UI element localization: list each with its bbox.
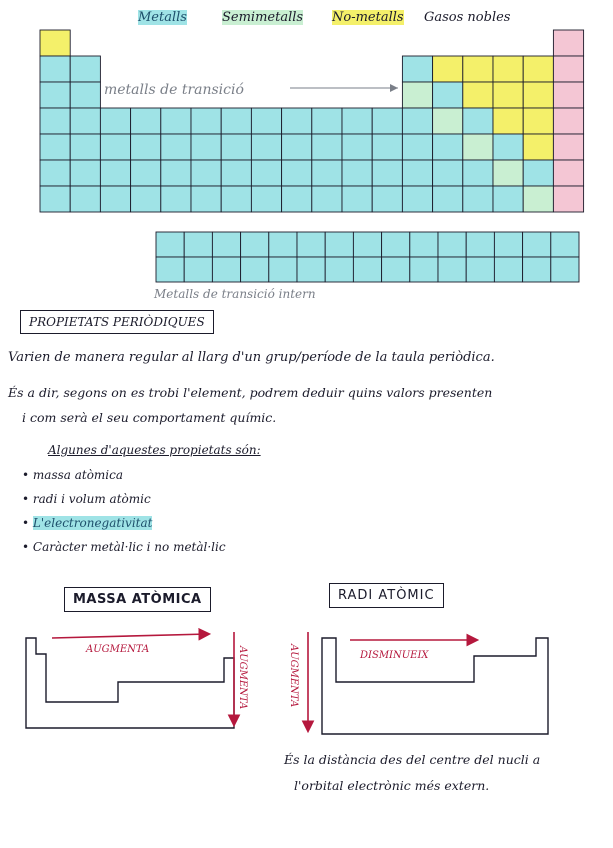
f-block-cell <box>269 232 297 257</box>
element-cell <box>312 134 342 160</box>
f-block-cell <box>325 257 353 282</box>
element-cell <box>161 160 191 186</box>
f-block-cell <box>551 232 579 257</box>
note-line-1: Varien de manera regular al llarg d'un grup/període de la taula periòdica. <box>8 350 495 365</box>
list-item: • L'electronegativitat <box>22 516 153 530</box>
element-cell <box>100 134 130 160</box>
element-cell <box>372 134 402 160</box>
element-cell <box>523 186 553 212</box>
list-item: • massa atòmica <box>22 468 124 482</box>
element-cell <box>221 134 251 160</box>
legend-gasos-nobles: Gasos nobles <box>424 10 511 25</box>
element-cell <box>463 160 493 186</box>
element-cell <box>553 30 583 56</box>
element-cell <box>312 108 342 134</box>
f-block-cell <box>551 257 579 282</box>
element-cell <box>191 134 221 160</box>
element-cell <box>433 108 463 134</box>
f-block-cell <box>325 232 353 257</box>
main-table-grid <box>40 30 584 212</box>
element-cell <box>100 108 130 134</box>
element-cell <box>493 134 523 160</box>
element-cell <box>523 108 553 134</box>
element-cell <box>553 108 583 134</box>
section-title: PROPIETATS PERIÒDIQUES <box>20 310 214 334</box>
f-block-grid <box>156 232 579 282</box>
element-cell <box>161 134 191 160</box>
element-cell <box>553 186 583 212</box>
element-cell <box>402 56 432 82</box>
f-block-cell <box>494 257 522 282</box>
element-cell <box>70 134 100 160</box>
element-cell <box>433 82 463 108</box>
f-block-cell <box>353 232 381 257</box>
element-cell <box>523 134 553 160</box>
element-cell <box>523 82 553 108</box>
radi-title: RADI ATÒMIC <box>329 583 444 608</box>
element-cell <box>402 186 432 212</box>
element-cell <box>221 160 251 186</box>
f-block-cell <box>241 257 269 282</box>
properties-list <box>22 468 226 564</box>
element-cell <box>251 134 281 160</box>
f-block-cell <box>523 232 551 257</box>
f-block-cell <box>438 232 466 257</box>
element-cell <box>131 160 161 186</box>
f-block-cell <box>466 257 494 282</box>
element-cell <box>70 160 100 186</box>
legend-no-metalls: No-metalls <box>332 10 404 25</box>
element-cell <box>553 82 583 108</box>
massa-vertical-label: AUGMENTA <box>237 646 248 710</box>
f-block-cell <box>241 232 269 257</box>
element-cell <box>342 108 372 134</box>
element-cell <box>131 108 161 134</box>
element-cell <box>493 82 523 108</box>
element-cell <box>40 30 70 56</box>
element-cell <box>70 108 100 134</box>
element-cell <box>40 56 70 82</box>
element-cell <box>282 186 312 212</box>
element-cell <box>433 56 463 82</box>
element-cell <box>433 186 463 212</box>
f-block-cell <box>184 257 212 282</box>
element-cell <box>191 186 221 212</box>
f-block-cell <box>410 232 438 257</box>
element-cell <box>463 56 493 82</box>
trend-diagrams <box>0 620 613 750</box>
f-block-cell <box>382 232 410 257</box>
element-cell <box>40 134 70 160</box>
radi-horizontal-label: DISMINUEIX <box>360 650 429 661</box>
element-cell <box>372 108 402 134</box>
massa-title: MASSA ATÒMICA <box>64 587 211 612</box>
element-cell <box>463 82 493 108</box>
element-cell <box>282 108 312 134</box>
f-block-cell <box>269 257 297 282</box>
massa-horizontal-arrow <box>52 634 208 638</box>
element-cell <box>402 108 432 134</box>
element-cell <box>523 56 553 82</box>
element-cell <box>523 160 553 186</box>
element-cell <box>100 160 130 186</box>
f-block-cell <box>410 257 438 282</box>
f-block-cell <box>466 232 494 257</box>
element-cell <box>282 134 312 160</box>
element-cell <box>40 160 70 186</box>
element-cell <box>282 160 312 186</box>
element-cell <box>221 186 251 212</box>
legend-metalls: Metalls <box>138 10 187 25</box>
element-cell <box>221 108 251 134</box>
element-cell <box>312 160 342 186</box>
element-cell <box>493 56 523 82</box>
element-cell <box>70 186 100 212</box>
list-title: Algunes d'aquestes propietats són: <box>48 443 261 457</box>
note-line-2b: i com serà el seu comportament químic. <box>22 410 277 425</box>
transition-label: metalls de transició <box>104 82 244 98</box>
f-block-cell <box>494 232 522 257</box>
element-cell <box>191 160 221 186</box>
element-cell <box>161 186 191 212</box>
element-cell <box>312 186 342 212</box>
element-cell <box>40 108 70 134</box>
f-block-cell <box>382 257 410 282</box>
element-cell <box>161 108 191 134</box>
f-block-cell <box>212 232 240 257</box>
f-block-cell <box>212 257 240 282</box>
legend-semimetalls: Semimetalls <box>222 10 304 25</box>
element-cell <box>251 108 281 134</box>
element-cell <box>433 160 463 186</box>
element-cell <box>553 134 583 160</box>
element-cell <box>553 160 583 186</box>
f-block-cell <box>523 257 551 282</box>
element-cell <box>251 160 281 186</box>
radi-table-outline <box>322 638 548 734</box>
element-cell <box>70 56 100 82</box>
element-cell <box>131 186 161 212</box>
element-cell <box>463 186 493 212</box>
list-item: • Caràcter metàl·lic i no metàl·lic <box>22 540 226 554</box>
element-cell <box>342 160 372 186</box>
f-block-cell <box>156 232 184 257</box>
element-cell <box>342 134 372 160</box>
element-cell <box>493 108 523 134</box>
element-cell <box>40 82 70 108</box>
element-cell <box>402 160 432 186</box>
list-item: • radi i volum atòmic <box>22 492 151 506</box>
element-cell <box>251 186 281 212</box>
element-cell <box>493 160 523 186</box>
f-block-cell <box>184 232 212 257</box>
radi-note-line-2: l'orbital electrònic més extern. <box>294 778 490 793</box>
element-cell <box>493 186 523 212</box>
element-cell <box>191 108 221 134</box>
note-line-2a: És a dir, segons on es trobi l'element, podrem deduir quins valors presenten <box>8 385 493 400</box>
radi-vertical-label: AUGMENTA <box>288 644 299 708</box>
periodic-table-sketch <box>0 0 613 320</box>
inner-transition-label: Metalls de transició intern <box>154 287 316 301</box>
element-cell <box>372 186 402 212</box>
element-cell <box>433 134 463 160</box>
element-cell <box>553 56 583 82</box>
f-block-cell <box>438 257 466 282</box>
element-cell <box>40 186 70 212</box>
element-cell <box>463 108 493 134</box>
element-cell <box>372 160 402 186</box>
massa-horizontal-label: AUGMENTA <box>86 644 150 655</box>
f-block-cell <box>297 257 325 282</box>
element-cell <box>463 134 493 160</box>
element-cell <box>402 82 432 108</box>
element-cell <box>70 82 100 108</box>
element-cell <box>342 186 372 212</box>
radi-note-line-1: És la distància des del centre del nucli a <box>284 752 541 767</box>
element-cell <box>131 134 161 160</box>
f-block-cell <box>156 257 184 282</box>
element-cell <box>100 186 130 212</box>
element-cell <box>402 134 432 160</box>
f-block-cell <box>353 257 381 282</box>
f-block-cell <box>297 232 325 257</box>
